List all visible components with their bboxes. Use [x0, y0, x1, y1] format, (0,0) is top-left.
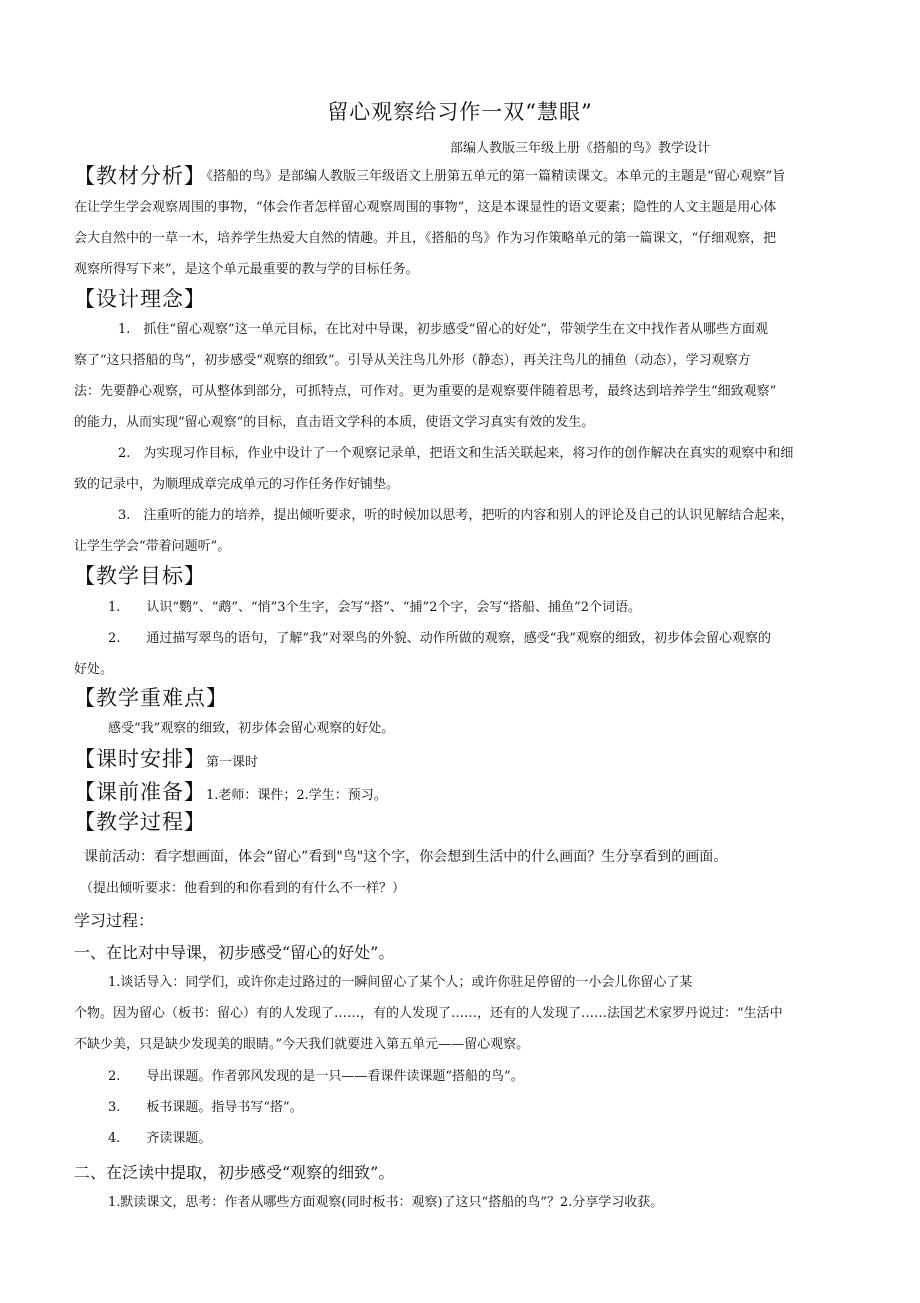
doc-subtitle: 部编人教版三年级上册《搭船的鸟》教学设计 [450, 141, 711, 156]
concept-line: 致的记录中，为顺理成章完成单元的习作任务作好铺垫。 [74, 477, 400, 492]
section2-heading: 二、在泛读中提取，初步感受“观察的细致”。 [74, 1163, 395, 1182]
schedule-heading: 【课时安排】 [74, 747, 206, 771]
section-heading-process: 【教学过程】 [74, 810, 206, 834]
concept-line: 1. 抓住“留心观察”这一单元目标，在比对中导课，初步感受“留心的好处”，带领学生在文中找作者从哪些方面观 [118, 322, 768, 337]
pre-note: （提出倾听要求：他看到的和你看到的有什么不一样？） [80, 881, 406, 896]
concept-line: 2. 为实现习作目标，作业中设计了一个观察记录单，把语文和生活关联起来，将习作的创作解决在真实的观察中和细 [118, 446, 794, 461]
concept-line: 的能力，从而实现“留心观察”的目标，直击语文学科的本质，使语文学习真实有效的发生。 [74, 415, 595, 430]
section-heading-goals: 【教学目标】 [74, 564, 206, 588]
learning-label: 学习过程： [74, 911, 155, 930]
section1-line: 个物。因为留心（板书：留心）有的人发现了……，有的人发现了……，还有的人发现了……法国艺术家罗丹说过：“生活中 [74, 1006, 783, 1021]
section-heading-schedule [74, 743, 258, 773]
key-line: 感受“我”观察的细致，初步体会留心观察的好处。 [108, 721, 395, 736]
prep-text: 1.老师：课件；2.学生：预习。 [206, 788, 387, 803]
section2-line: 1.默读课文，思考：作者从哪些方面观察(同时板书：观察)了这只“搭船的鸟”？2.分享学习收获。 [108, 1195, 664, 1210]
goals-line: 1. 认识“鹦”、“鹉”、“悄”3个生字，会写“搭”、“捕”2个字，会写“搭船、捕鱼”2个词语。 [108, 600, 641, 615]
section1-line: 3. 板书课题。指导书写“搭”。 [108, 1100, 303, 1115]
section1-line: 4. 齐读课题。 [108, 1131, 212, 1146]
section-heading-concept: 【设计理念】 [74, 287, 206, 311]
concept-line: 法：先要静心观察，可从整体到部分，可抓特点，可作对。更为重要的是观察要伴随着思考，最终达到培养学生“细致观察” [74, 384, 777, 399]
prep-heading: 【课前准备】 [74, 780, 206, 804]
pre-activity: 课前活动：看字想画面，体会“留心”看到"鸟"这个字，你会想到生活中的什么画面？生分享看到的画面。 [84, 849, 728, 865]
section-heading-analysis: 【教材分析】 [74, 164, 206, 188]
section1-heading: 一、在比对中导课，初步感受“留心的好处”。 [74, 943, 395, 962]
goals-line: 好处。 [74, 662, 114, 677]
analysis-line: 会大自然中的一草一木，培养学生热爱大自然的情趣。并且，《搭船的鸟》作为习作策略单元的第一篇课文，“仔细观察，把 [74, 231, 777, 246]
concept-line: 3. 注重听的能力的培养，提出倾听要求，听的时候加以思考，把听的内容和别人的评论及自己的认识见解结合起来， [118, 508, 794, 523]
section1-line: 1.谈话导入：同学们，或许你走过路过的一瞬间留心了某个人；或许你驻足停留的一小会儿你留心了某 [108, 975, 693, 990]
analysis-line: 《搭船的鸟》是部编人教版三年级语文上册第五单元的第一篇精读课文。本单元的主题是“留心观察”旨 [200, 169, 786, 184]
concept-line: 察了“这只搭船的鸟”，初步感受“观察的细致”。引导从关注鸟儿外形（静态），再关注鸟儿的捕鱼（动态），学习观察方 [74, 353, 751, 368]
analysis-line: 观察所得写下来”，是这个单元最重要的教与学的目标任务。 [74, 262, 419, 277]
analysis-line: 在让学生学会观察周围的事物，“体会作者怎样留心观察周围的事物”，这是本课显性的语文要素；隐性的人文主题是用心体 [74, 200, 777, 215]
goals-line: 2. 通过描写翠鸟的语句，了解“我”对翠鸟的外貌、动作所做的观察，感受“我”观察的细致，初步体会留心观察的 [108, 631, 771, 646]
section-heading-key: 【教学重难点】 [74, 686, 228, 710]
section-heading-prep [74, 776, 387, 806]
doc-title: 留心观察给习作一双“慧眼” [327, 100, 593, 124]
section1-line: 不缺少美，只是缺少发现美的眼睛。”今天我们就要进入第五单元——留心观察。 [74, 1037, 530, 1052]
schedule-text: 第一课时 [206, 755, 259, 770]
concept-line: 让学生学会“带着问题听”。 [74, 539, 231, 554]
section1-line: 2. 导出课题。作者郭风发现的是一只——看课件读课题“搭船的鸟”。 [108, 1069, 524, 1084]
